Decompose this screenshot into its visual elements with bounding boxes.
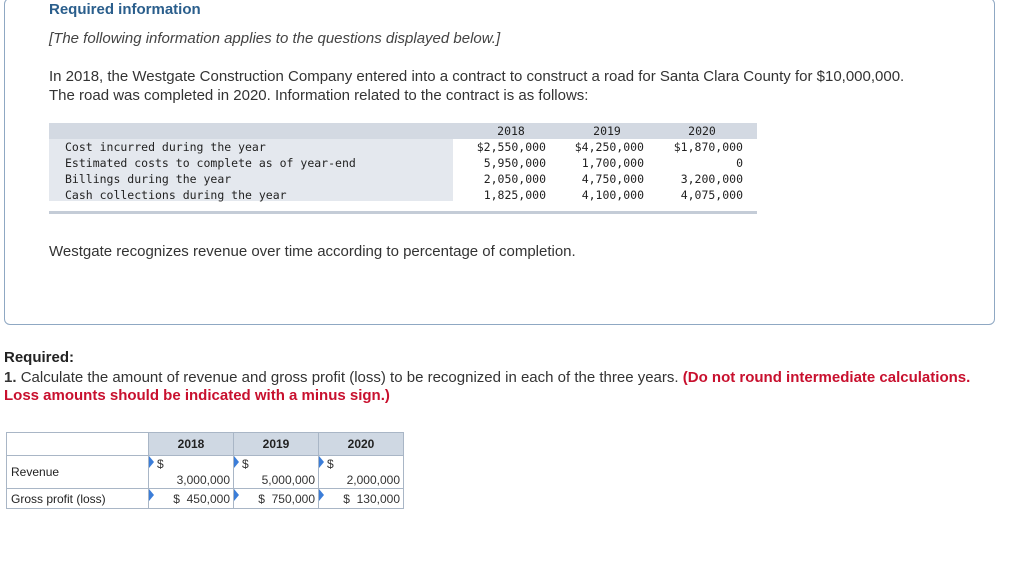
answer-row-revenue — [7, 456, 404, 489]
revenue-2020-value: 2,000,000 — [346, 473, 400, 487]
currency-symbol: $ — [242, 457, 249, 471]
cell-cash-2018: 1,825,000 — [483, 188, 546, 202]
year-header-2020: 2020 — [688, 124, 716, 138]
entry-flag-icon — [319, 456, 324, 468]
cell-estimate-2019: 1,700,000 — [581, 156, 644, 170]
cell-billings-2019: 4,750,000 — [581, 172, 644, 186]
revenue-2018-value: 3,000,000 — [176, 473, 230, 487]
required-information-title: Required information — [49, 1, 201, 18]
entry-flag-icon — [319, 489, 324, 501]
cell-billings-2018: 2,050,000 — [483, 172, 546, 186]
revenue-2020-input[interactable] — [319, 456, 404, 489]
intro-note: [The following information applies to the questions displayed below.] — [49, 30, 501, 47]
row-label-estimated-costs: Estimated costs to complete as of year-end — [65, 156, 356, 170]
gross-profit-2019-input[interactable] — [234, 489, 319, 509]
entry-flag-icon — [234, 489, 239, 501]
question-number: 1. — [4, 369, 17, 386]
entry-flag-icon — [149, 456, 154, 468]
entry-flag-icon — [149, 489, 154, 501]
question-text — [4, 369, 1004, 405]
cell-cost-2020: $1,870,000 — [673, 140, 743, 154]
gross-profit-2018-value: $ 450,000 — [173, 492, 230, 506]
table-bottom-rule — [49, 211, 757, 214]
answer-label-revenue: Revenue — [7, 456, 149, 489]
year-header-2018: 2018 — [497, 124, 525, 138]
gross-profit-2019-value: $ 750,000 — [258, 492, 315, 506]
cell-cost-2018: $2,550,000 — [476, 140, 546, 154]
answer-table — [6, 432, 404, 509]
revenue-2018-input[interactable] — [149, 456, 234, 489]
answer-label-gross-profit: Gross profit (loss) — [7, 489, 149, 509]
row-label-cash-collections: Cash collections during the year — [65, 188, 287, 202]
answer-year-2020: 2020 — [319, 433, 404, 456]
row-label-cost-incurred: Cost incurred during the year — [65, 140, 266, 154]
question-instruction: (Do not round intermediate calculations. Loss amounts should be indicated with a minus sign.) — [4, 369, 971, 404]
contract-paragraph: In 2018, the Westgate Construction Company entered into a contract to construct a road for Santa Clara County for $10,000,000. The road was completed in 2020. Information related to the contract is as follows: — [49, 68, 905, 104]
currency-symbol: $ — [327, 457, 334, 471]
cell-cost-2019: $4,250,000 — [574, 140, 644, 154]
revenue-2019-input[interactable] — [234, 456, 319, 489]
year-header-2019: 2019 — [593, 124, 621, 138]
cell-estimate-2020: 0 — [736, 156, 743, 170]
answer-row-gross-profit — [7, 489, 404, 509]
gross-profit-2020-input[interactable] — [319, 489, 404, 509]
cell-cash-2020: 4,075,000 — [680, 188, 743, 202]
gross-profit-2018-input[interactable] — [149, 489, 234, 509]
row-label-billings: Billings during the year — [65, 172, 232, 186]
answer-header-row — [7, 433, 404, 456]
cell-estimate-2018: 5,950,000 — [483, 156, 546, 170]
required-heading: Required: — [4, 349, 75, 366]
revenue-2019-value: 5,000,000 — [261, 473, 315, 487]
answer-year-2019: 2019 — [234, 433, 319, 456]
currency-symbol: $ — [157, 457, 164, 471]
cell-billings-2020: 3,200,000 — [680, 172, 743, 186]
question-body: Calculate the amount of revenue and gross profit (loss) to be recognized in each of the three years. — [20, 369, 679, 386]
recognition-note: Westgate recognizes revenue over time according to percentage of completion. — [49, 243, 576, 260]
answer-header-blank — [7, 433, 149, 456]
gross-profit-2020-value: $ 130,000 — [343, 492, 400, 506]
answer-year-2018: 2018 — [149, 433, 234, 456]
cell-cash-2019: 4,100,000 — [581, 188, 644, 202]
header-band — [49, 123, 757, 139]
entry-flag-icon — [234, 456, 239, 468]
